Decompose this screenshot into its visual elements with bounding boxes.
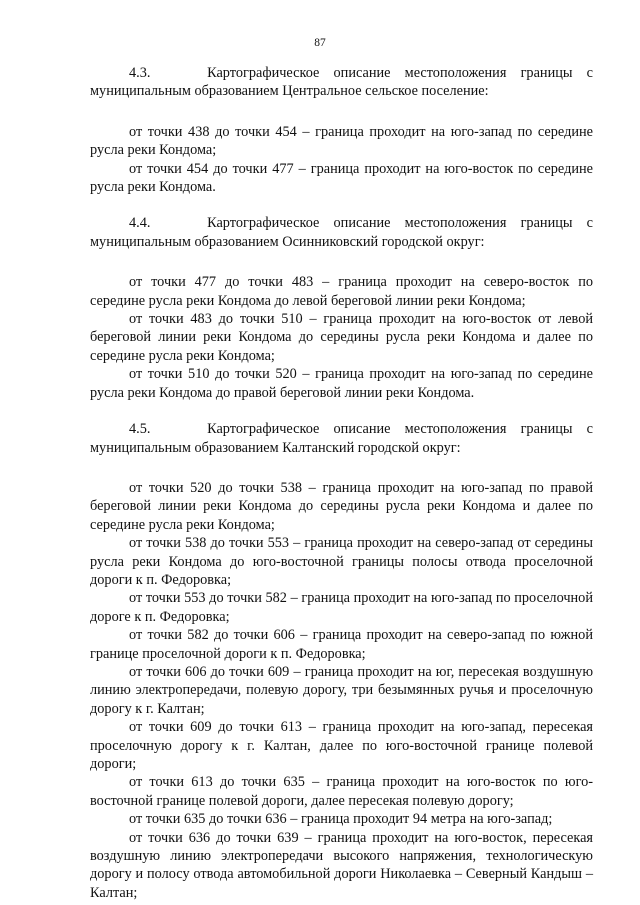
boundary-paragraph: от точки 483 до точки 510 – граница проходит на юго-восток от левой береговой линии реки Кондома до середины русла реки Кондома и далее по середине русла реки Кондома;	[90, 311, 593, 364]
boundary-paragraph: от точки 606 до точки 609 – граница проходит на юг, пересекая воздушную линию электропередачи, полевую дорогу, три безымянных ручья и проселочную дорогу к г. Калтан;	[90, 663, 593, 717]
section-items	[90, 123, 593, 197]
section-spacer	[90, 196, 593, 214]
boundary-paragraph: от точки 582 до точки 606 – граница проходит на северо-запад по южной границе проселочной дороги к п. Федоровка;	[90, 627, 593, 662]
boundary-paragraph: от точки 553 до точки 582 – граница проходит на юго-запад по проселочной дороге к п. Федоровка;	[90, 590, 593, 625]
section-4-4	[90, 214, 593, 402]
boundary-paragraph: от точки 636 до точки 639 – граница проходит на юго-восток, пересекая воздушную линию электропередачи высокого напряжения, технологическую дорогу и полосу отвода автомобильной дороги Николаевка – Северный Кандыш – Калтан;	[90, 829, 593, 901]
section-heading: 4.4. Картографическое описание местоположения границы с муниципальным образованием Осинниковский городской округ:	[90, 215, 593, 250]
boundary-paragraph: от точки 454 до точки 477 – граница проходит на юго-восток по середине русла реки Кондома.	[90, 160, 593, 196]
boundary-paragraph: от точки 520 до точки 538 – граница проходит на юго-запад по правой береговой линии реки Кондома до середины русла реки Кондома и далее по середине русла реки Кондома;	[90, 479, 593, 533]
boundary-paragraph: от точки 635 до точки 636 – граница проходит 94 метра на юго-запад;	[129, 811, 553, 828]
boundary-paragraph: от точки 510 до точки 520 – граница проходит на юго-запад по середине русла реки Кондома до правой береговой линии реки Кондома.	[90, 366, 593, 401]
section-heading: 4.3. Картографическое описание местоположения границы с муниципальным образованием Центральное сельское поселение:	[90, 65, 593, 100]
boundary-paragraph: от точки 613 до точки 635 – граница проходит на юго-восток по юго-восточной границе полевой дороги, далее пересекая полевую дорогу;	[90, 774, 593, 809]
section-spacer	[90, 402, 593, 420]
boundary-paragraph: от точки 538 до точки 553 – граница проходит на северо-запад от середины русла реки Кондома до юго-восточной границы полосы отвода проселочной дороги к п. Федоровка;	[90, 535, 593, 588]
page-number: 87	[314, 37, 326, 49]
section-items	[90, 479, 593, 902]
boundary-paragraph: от точки 609 до точки 613 – граница проходит на юго-запад, пересекая проселочную дорогу к г. Калтан, далее по юго-восточной границе полевой дороги;	[90, 719, 593, 772]
section-4-3	[90, 64, 593, 196]
boundary-paragraph: от точки 438 до точки 454 – граница проходит на юго-запад по середине русла реки Кондома;	[90, 123, 593, 159]
section-heading: 4.5. Картографическое описание местоположения границы с муниципальным образованием Калтанский городской округ:	[90, 421, 593, 456]
document-body	[90, 64, 593, 902]
section-items	[90, 273, 593, 402]
boundary-paragraph: от точки 477 до точки 483 – граница проходит на северо-восток по середине русла реки Кондома до левой береговой линии реки Кондома;	[90, 274, 593, 309]
section-4-5	[90, 420, 593, 902]
